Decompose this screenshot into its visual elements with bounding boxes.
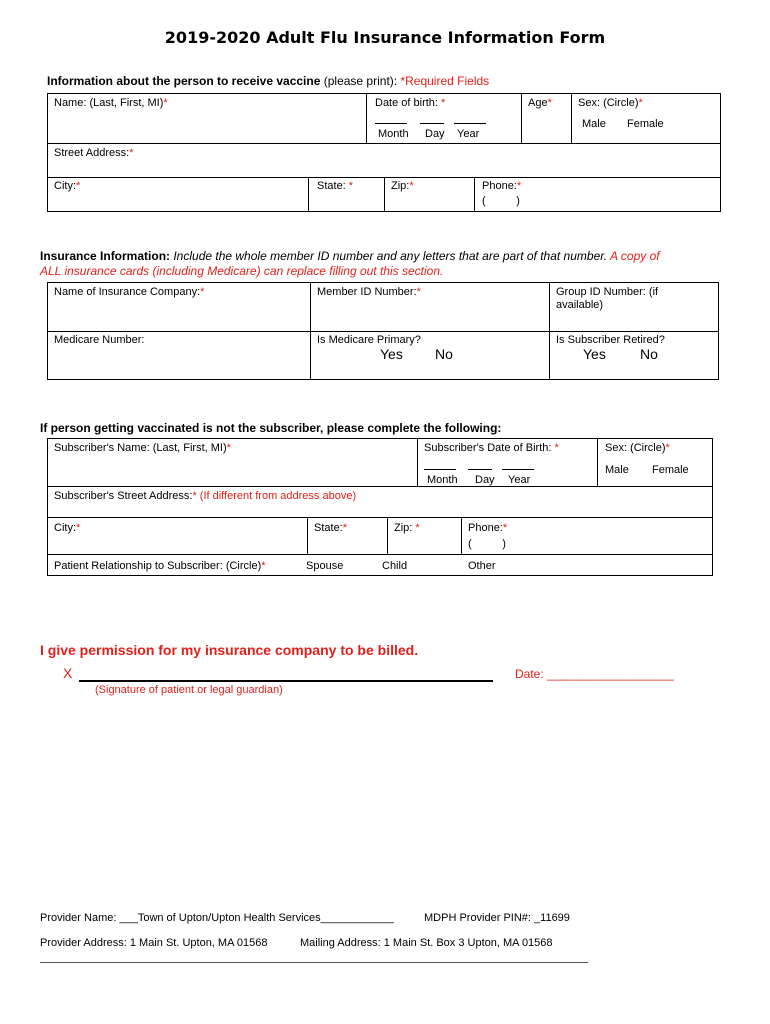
dob-day-line — [420, 123, 444, 124]
medicare-primary-yes[interactable]: Yes — [380, 346, 403, 362]
sub-dob-year-line — [502, 469, 534, 470]
col-divider — [366, 93, 367, 143]
required-asterisk: * — [516, 180, 522, 192]
subscriber-retired-label: Is Subscriber Retired? — [556, 334, 665, 346]
col-divider — [417, 438, 418, 486]
company-label: Name of Insurance Company: — [54, 286, 201, 298]
name-field[interactable] — [54, 97, 168, 110]
phone-label: Phone: — [482, 180, 517, 192]
col-divider — [521, 93, 522, 143]
dob-field[interactable] — [375, 97, 445, 110]
city-field[interactable] — [54, 180, 80, 193]
sub-street-label: Subscriber's Street Address: — [54, 490, 193, 502]
sub-dob-label: Subscriber's Date of Birth: — [424, 442, 555, 454]
street-label: Street Address: — [54, 147, 130, 159]
required-asterisk: * — [200, 286, 205, 298]
required-asterisk: * — [192, 490, 197, 502]
permission-statement: I give permission for my insurance company to be billed. — [40, 642, 419, 658]
subscriber-state-field[interactable] — [314, 522, 347, 535]
dob-year-line — [454, 123, 486, 124]
signature-note: (Signature of patient or legal guardian) — [95, 684, 283, 696]
required-asterisk: * — [665, 442, 670, 454]
insurance-heading — [40, 249, 720, 279]
provider-address: Provider Address: 1 Main St. Upton, MA 01568 — [40, 937, 268, 949]
insurance-heading-red-2: ALL insurance cards (including Medicare) can replace filling out this section. — [40, 264, 444, 278]
subscriber-zip-field[interactable] — [394, 522, 420, 535]
dob-year-label: Year — [457, 128, 480, 140]
sub-dob-day-label: Day — [475, 474, 495, 486]
required-asterisk: * — [163, 97, 168, 109]
dob-month-line — [375, 123, 407, 124]
required-asterisk: * — [129, 147, 134, 159]
signature-line[interactable] — [79, 680, 493, 682]
col-divider — [307, 517, 308, 554]
sub-name-label: Subscriber's Name: (Last, First, MI) — [54, 442, 227, 454]
city-label: City: — [54, 180, 76, 192]
required-asterisk: * — [415, 522, 420, 534]
row-divider — [47, 554, 713, 555]
dob-day-label: Day — [425, 128, 445, 140]
relationship-label — [54, 560, 266, 573]
mailing-address: Mailing Address: 1 Main St. Box 3 Upton, MA 01568 — [300, 937, 553, 949]
sub-city-label: City: — [54, 522, 76, 534]
medicare-primary-no[interactable]: No — [435, 346, 453, 362]
sub-phone-label: Phone: — [468, 522, 503, 534]
sub-sex-label: Sex: (Circle) — [605, 442, 666, 454]
col-divider — [474, 177, 475, 212]
required-asterisk: * — [638, 97, 643, 109]
section1-heading — [47, 74, 489, 88]
footer-divider — [40, 962, 588, 963]
subscriber-dob-field[interactable] — [424, 442, 559, 455]
required-asterisk: * — [554, 442, 559, 454]
sub-zip-label: Zip: — [394, 522, 416, 534]
required-asterisk: * — [76, 180, 81, 192]
sub-state-label: State: — [314, 522, 343, 534]
insurance-heading-bold: Insurance Information: — [40, 249, 171, 263]
sub-street-note: (If different from address above) — [196, 490, 357, 502]
relationship-label-text: Patient Relationship to Subscriber: (Circle) — [54, 560, 262, 572]
col-divider — [549, 282, 550, 380]
subscriber-city-field[interactable] — [54, 522, 80, 535]
col-divider — [308, 177, 309, 212]
signature-x-mark: X — [63, 665, 73, 681]
sub-phone-parens: ( ) — [468, 538, 506, 550]
sub-sex-field — [605, 442, 670, 455]
row-divider — [47, 517, 713, 518]
phone-parens: ( ) — [482, 195, 520, 207]
name-label: Name: (Last, First, MI) — [54, 97, 164, 109]
col-divider — [571, 93, 572, 143]
row-divider — [47, 331, 719, 332]
sub-dob-month-label: Month — [427, 474, 458, 486]
member-id-field[interactable] — [317, 286, 421, 299]
required-fields-note: *Required Fields — [400, 74, 490, 88]
required-asterisk: * — [416, 286, 421, 298]
required-asterisk: * — [226, 442, 231, 454]
sub-sex-male-option[interactable]: Male — [605, 464, 629, 476]
required-asterisk: * — [348, 180, 354, 192]
relationship-spouse-option[interactable]: Spouse — [306, 560, 344, 572]
subscriber-street-field[interactable] — [54, 490, 356, 503]
group-id-field[interactable]: Group ID Number: (if available) — [556, 286, 659, 311]
provider-name: Provider Name: ___Town of Upton/Upton Health Services____________ — [40, 912, 395, 924]
row-divider — [47, 143, 721, 144]
subscriber-heading: If person getting vaccinated is not the subscriber, please complete the following: — [40, 421, 502, 435]
relationship-child-option[interactable]: Child — [382, 560, 408, 572]
member-label: Member ID Number: — [317, 286, 417, 298]
sub-dob-month-line — [424, 469, 456, 470]
sex-female-option[interactable]: Female — [627, 118, 664, 130]
required-asterisk: * — [76, 522, 81, 534]
form-title: 2019-2020 Adult Flu Insurance Information Form — [164, 28, 606, 47]
subscriber-phone-field[interactable] — [468, 522, 507, 535]
zip-label: Zip: — [391, 180, 410, 192]
insurance-heading-italic: Include the whole member ID number and any letters that are part of that number. — [170, 249, 611, 263]
required-asterisk: * — [342, 522, 348, 534]
col-divider — [310, 282, 311, 380]
required-asterisk: * — [441, 97, 446, 109]
state-label: State: — [317, 180, 349, 192]
sex-male-option[interactable]: Male — [582, 118, 606, 130]
age-label: Age — [528, 97, 548, 109]
required-asterisk: * — [409, 180, 414, 192]
sub-dob-year-label: Year — [508, 474, 531, 486]
subscriber-table — [47, 438, 713, 576]
medicare-primary-label: Is Medicare Primary? — [317, 334, 421, 346]
date-field[interactable]: Date: ___________________ — [515, 667, 674, 681]
insurance-heading-red: A copy of — [610, 249, 660, 263]
col-divider — [384, 177, 385, 212]
dob-month-label: Month — [378, 128, 409, 140]
section1-heading-bold: Information about the person to receive vaccine — [47, 74, 321, 88]
required-asterisk: * — [261, 560, 266, 572]
dob-label: Date of birth: — [375, 97, 442, 109]
col-divider — [387, 517, 388, 554]
street-address-field[interactable] — [54, 147, 134, 160]
col-divider — [461, 517, 462, 554]
sex-label: Sex: (Circle) — [578, 97, 639, 109]
section1-heading-plain: (please print): — [320, 74, 401, 88]
medicare-number-field[interactable]: Medicare Number: — [54, 334, 145, 346]
required-asterisk: * — [502, 522, 508, 534]
sex-field — [578, 97, 643, 110]
sub-dob-day-line — [468, 469, 492, 470]
subscriber-retired-no[interactable]: No — [640, 346, 658, 362]
sub-sex-female-option[interactable]: Female — [652, 464, 689, 476]
phone-field[interactable] — [482, 180, 521, 193]
zip-field[interactable] — [391, 180, 414, 193]
provider-pin: MDPH Provider PIN#: _11699 — [424, 912, 570, 924]
col-divider — [597, 438, 598, 486]
age-field[interactable] — [528, 97, 552, 110]
subscriber-retired-yes[interactable]: Yes — [583, 346, 606, 362]
row-divider — [47, 486, 713, 487]
relationship-other-option[interactable]: Other — [468, 560, 496, 572]
insurance-company-field[interactable] — [54, 286, 204, 299]
state-field[interactable] — [317, 180, 353, 193]
required-asterisk: * — [547, 97, 552, 109]
subscriber-name-field[interactable] — [54, 442, 231, 455]
